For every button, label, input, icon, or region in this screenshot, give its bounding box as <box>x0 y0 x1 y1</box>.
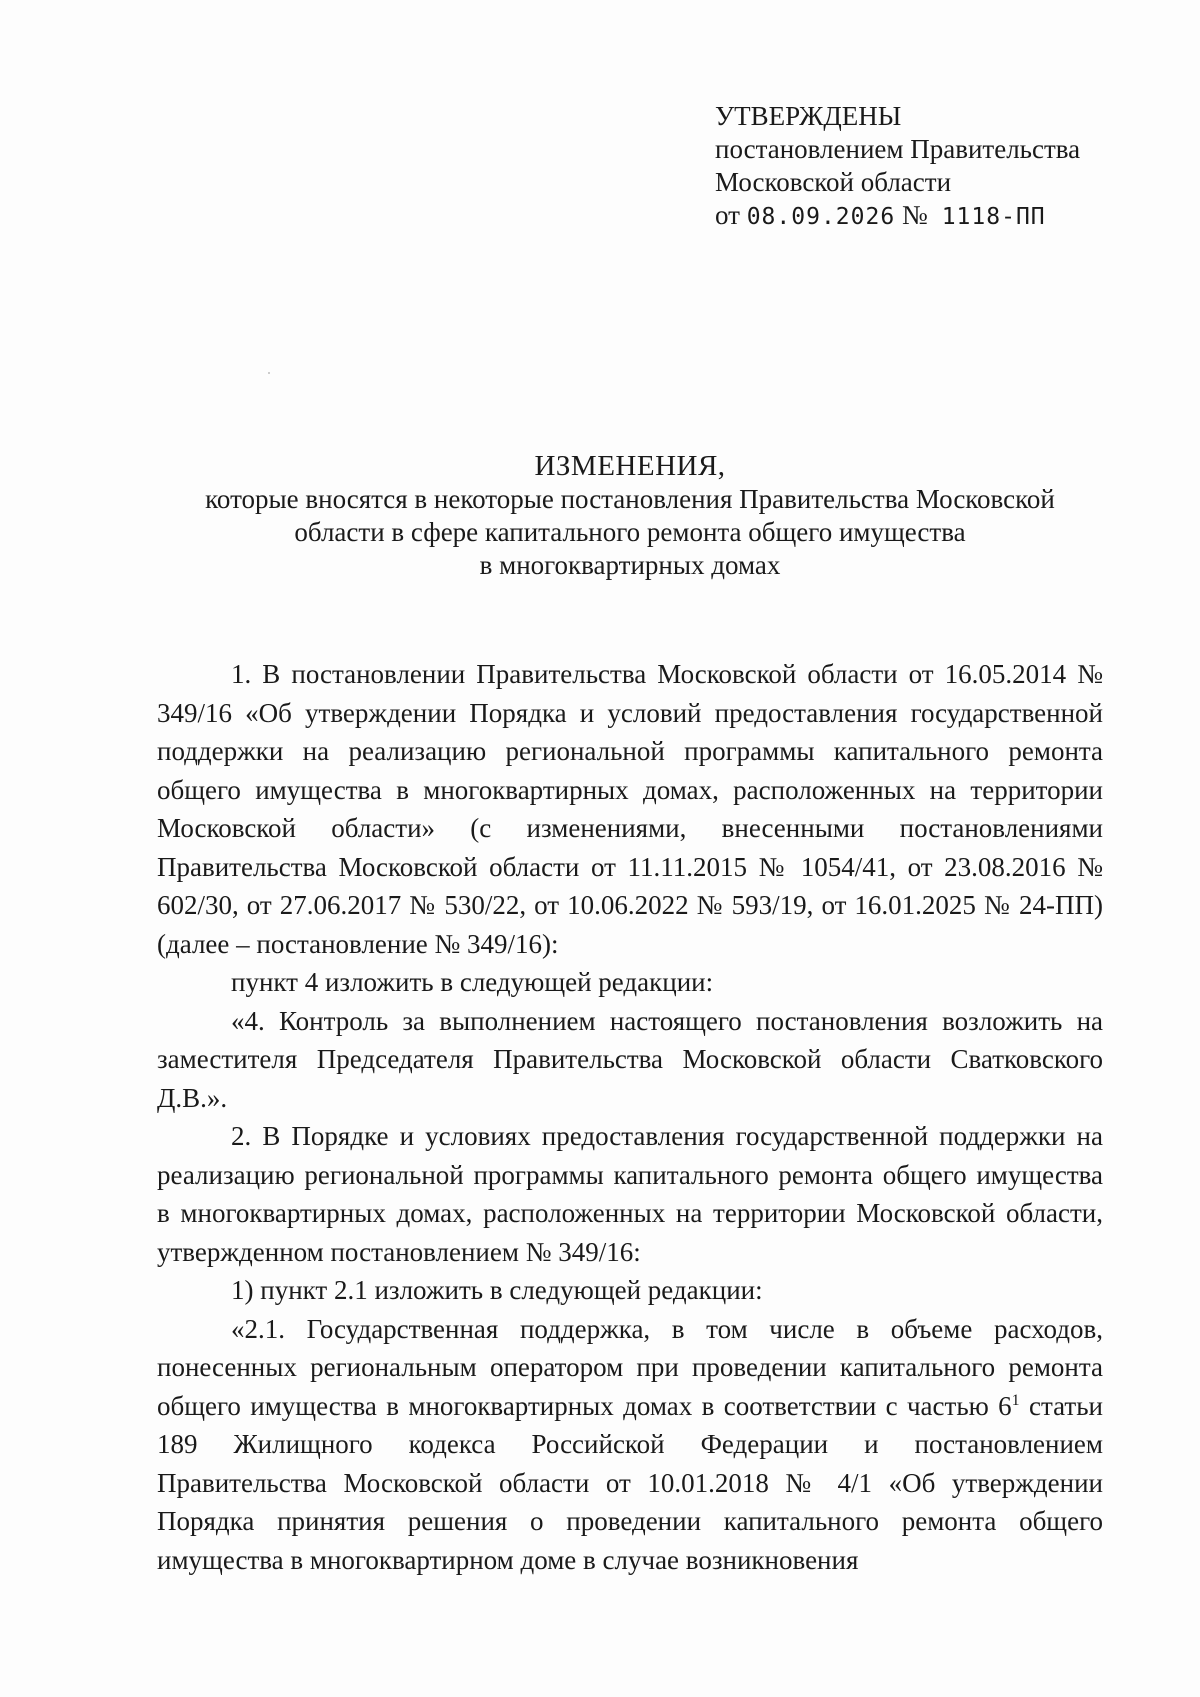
paragraph-1: 1. В постановлении Правительства Московской области от 16.05.2014 № 349/16 «Об утверждении Порядка и условий предоставления государственной поддержки на реализацию региональной программы капитального ремонта общего имущества в многоквартирных домах, расположенных на территории Московской области» (с изменениями, внесенными постановлениями Правительства Московской области от 11.11.2015 № 1054/41, от 23.08.2016 № 602/30, от 27.06.2017 № 530/22, от 10.06.2022 № 593/19, от 16.01.2025 № 24-ПП) (далее – постановление № 349/16): <box>157 659 1103 959</box>
paragraph-3: «4. Контроль за выполнением настоящего постановления возложить на заместителя Председателя Правительства Московской области Сватковского Д.В.». <box>157 1005 1103 1113</box>
approval-number-sign: № <box>901 200 928 230</box>
approval-date-prefix: от <box>715 200 740 230</box>
scan-speck <box>268 372 270 374</box>
title-line-2: области в сфере капитального ремонта общего имущества <box>294 517 966 547</box>
approval-stamp-block <box>715 100 1080 234</box>
document-body <box>157 655 1103 1579</box>
approval-number: 1118-ПП <box>941 204 1046 230</box>
title-line-1: которые вносятся в некоторые постановления Правительства Московской <box>205 484 1055 514</box>
paragraph-5: 1) пункт 2.1 изложить в следующей редакции: <box>231 1275 763 1305</box>
title-heading: ИЗМЕНЕНИЯ, <box>534 450 726 482</box>
paragraph-6-part-2: статьи 189 Жилищного кодекса Российской Федерации и постановлением Правительства Московской области от 10.01.2018 № 4/1 «Об утверждении Порядка принятия решения о проведении капитального ремонта общего имущества в многоквартирном доме в случае возникновения <box>157 1390 1103 1575</box>
paragraph-4: 2. В Порядке и условиях предоставления государственной поддержки на реализацию региональной программы капитального ремонта общего имущества в многоквартирных домах, расположенных на территории Московской области, утвержденном постановлением № 349/16: <box>157 1121 1103 1267</box>
paragraph-6-superscript: 1 <box>1011 1391 1020 1409</box>
document-title <box>150 450 1110 582</box>
approval-heading: УТВЕРЖДЕНЫ <box>715 101 902 131</box>
title-line-3: в многоквартирных домах <box>479 550 781 580</box>
approval-line-region: Московской области <box>715 167 952 197</box>
paragraph-6 <box>157 1310 1103 1580</box>
approval-date: 08.09.2026 <box>746 204 896 230</box>
approval-date-number <box>715 199 1080 234</box>
paragraph-6-part-1: «2.1. Государственная поддержка, в том числе в объеме расходов, понесенных региональным оператором при проведении капитального ремонта общего имущества в многоквартирных домах в соответствии с частью 6 <box>157 1313 1103 1421</box>
approval-line-government: постановлением Правительства <box>715 134 1081 164</box>
paragraph-2: пункт 4 изложить в следующей редакции: <box>231 967 714 997</box>
